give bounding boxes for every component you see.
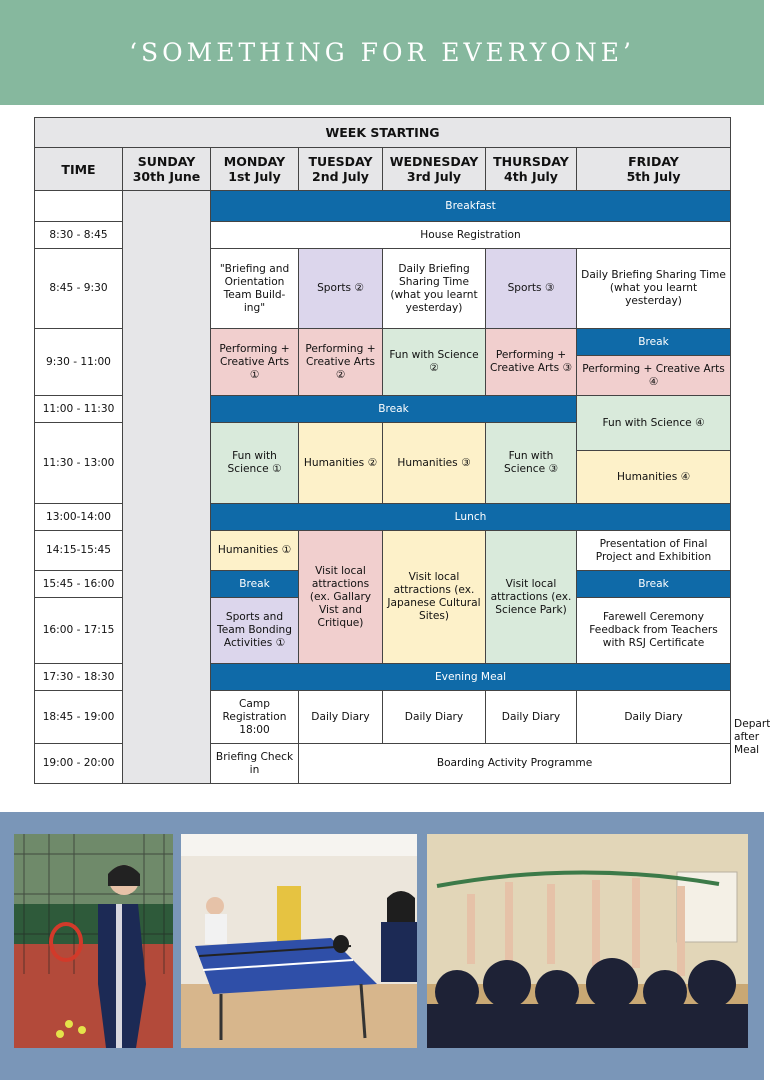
week-starting-heading: WEEK STARTING [35, 118, 731, 148]
group-activity-photo [427, 834, 748, 1048]
daily-diary: Daily Diary [486, 691, 577, 744]
fri-arts: Performing + Creative Arts ④ [577, 356, 731, 396]
time-header: TIME [35, 148, 123, 191]
thu-science: Fun with Science ③ [486, 423, 577, 504]
time-cell: 13:00-14:00 [35, 504, 123, 531]
time-cell-empty [35, 191, 123, 222]
wed-briefing: Daily Briefing Sharing Time (what you learnt yesterday) [383, 249, 486, 329]
tue-visit: Visit local attractions (ex. Gallary Vist and Critique) [299, 531, 383, 664]
fri-briefing: Daily Briefing Sharing Time (what you learnt yesterday) [577, 249, 731, 329]
wed-visit: Visit local attractions (ex. Japanese Cultural Sites) [383, 531, 486, 664]
fri-presentation: Presentation of Final Project and Exhibition [577, 531, 731, 571]
table-tennis-photo [181, 834, 417, 1048]
time-cell: 11:30 - 13:00 [35, 423, 123, 504]
daily-diary: Daily Diary [383, 691, 486, 744]
tennis-photo [14, 834, 173, 1048]
sun-briefing: Briefing Check in [211, 744, 299, 784]
page-title: ‘SOMETHING FOR EVERYONE’ [129, 38, 635, 67]
fri-break-bar: Break [577, 329, 731, 356]
thursday-header: THURSDAY 4th July [486, 148, 577, 191]
mon-sports: Sports and Team Bonding Activities ① [211, 598, 299, 664]
tue-arts: Performing + Creative Arts ② [299, 329, 383, 396]
time-cell: 15:45 - 16:00 [35, 571, 123, 598]
mon-science: Fun with Science ① [211, 423, 299, 504]
time-cell: 11:00 - 11:30 [35, 396, 123, 423]
daily-diary: Daily Diary [577, 691, 731, 744]
time-cell: 8:30 - 8:45 [35, 222, 123, 249]
schedule-table: WEEK STARTING TIME SUNDAY 30th June MONDAY 1st July TUESDAY 2nd July WEDNESDAY 3rd July THURSDAY 4th July FRIDAY 5th July Breakfast 8:30 - 8:45 House Registration 8:45 - 9:30 "Briefing and Orientation Team Build-ing" Sports ② Daily Briefing Sharing Time (what you learnt yesterday) Sports ③ Daily Briefing Sharing Time (what you learnt yesterday) 9:30 - 11:00 Performing + Creative Arts ① Performing + Creative Arts ② Fun with Science ② Performing + Creative Arts ③ Break Performing + Creative Arts ④ 11:00 - 11:30 Break Fun with Science ④ 11:30 - 13:00 Fun with Science ① Humanities ② Humanities ③ Fun with Science ③ Humanities ④ 13:00-14:00 Lunch 14:15-15:45 Humanities ① Visit local attractions (ex. Gallary Vist and Critique) Visit local attractions (ex. Japanese Cultural Sites) Visit local attractions (ex. Science Park) Presentation of Final Project and Exhibition 15:45 - 16:00 Break Break 16:00 - 17:15 Sports and Team Bonding Activities ① Farewell Ceremony Feedback from Teachers with RSJ Certificate 17:30 - 18:30 Evening Meal 18:45 - 19:00 Camp Registration 18:00 Daily Diary Daily Diary Daily Diary Daily Diary Depart after Meal 19:00 - 20:00 Briefing Check in Boarding Activity Programme [34, 117, 731, 784]
wed-humanities: Humanities ③ [383, 423, 486, 504]
house-registration: House Registration [211, 222, 731, 249]
time-cell: 8:45 - 9:30 [35, 249, 123, 329]
monday-header: MONDAY 1st July [211, 148, 299, 191]
time-cell: 19:00 - 20:00 [35, 744, 123, 784]
break-bar: Break [211, 396, 577, 423]
friday-header: FRIDAY 5th July [577, 148, 731, 191]
thu-sports: Sports ③ [486, 249, 577, 329]
sunday-header: SUNDAY 30th June [123, 148, 211, 191]
mon-break-bar: Break [211, 571, 299, 598]
lunch-bar: Lunch [211, 504, 731, 531]
tue-humanities: Humanities ② [299, 423, 383, 504]
mon-arts: Performing + Creative Arts ① [211, 329, 299, 396]
tue-sports: Sports ② [299, 249, 383, 329]
time-cell: 17:30 - 18:30 [35, 664, 123, 691]
time-cell: 18:45 - 19:00 [35, 691, 123, 744]
boarding-programme: Boarding Activity Programme [299, 744, 731, 784]
evening-meal-bar: Evening Meal [211, 664, 731, 691]
wednesday-header: WEDNESDAY 3rd July [383, 148, 486, 191]
mon-humanities: Humanities ① [211, 531, 299, 571]
sunday-blank-column [123, 191, 211, 784]
tuesday-header: TUESDAY 2nd July [299, 148, 383, 191]
sun-camp-registration: Camp Registration 18:00 [211, 691, 299, 744]
photo-strip [0, 812, 764, 1080]
fri-break-bar: Break [577, 571, 731, 598]
fri-science: Fun with Science ④ [577, 396, 731, 451]
header-banner [0, 0, 764, 105]
thu-visit: Visit local attractions (ex. Science Park) [486, 531, 577, 664]
time-cell: 14:15-15:45 [35, 531, 123, 571]
wed-science: Fun with Science ② [383, 329, 486, 396]
fri-farewell: Farewell Ceremony Feedback from Teachers with RSJ Certificate [577, 598, 731, 664]
breakfast-bar: Breakfast [211, 191, 731, 222]
daily-diary: Daily Diary [299, 691, 383, 744]
mon-briefing: "Briefing and Orientation Team Build-ing" [211, 249, 299, 329]
thu-arts: Performing + Creative Arts ③ [486, 329, 577, 396]
time-cell: 16:00 - 17:15 [35, 598, 123, 664]
fri-humanities: Humanities ④ [577, 451, 731, 504]
time-cell: 9:30 - 11:00 [35, 329, 123, 396]
